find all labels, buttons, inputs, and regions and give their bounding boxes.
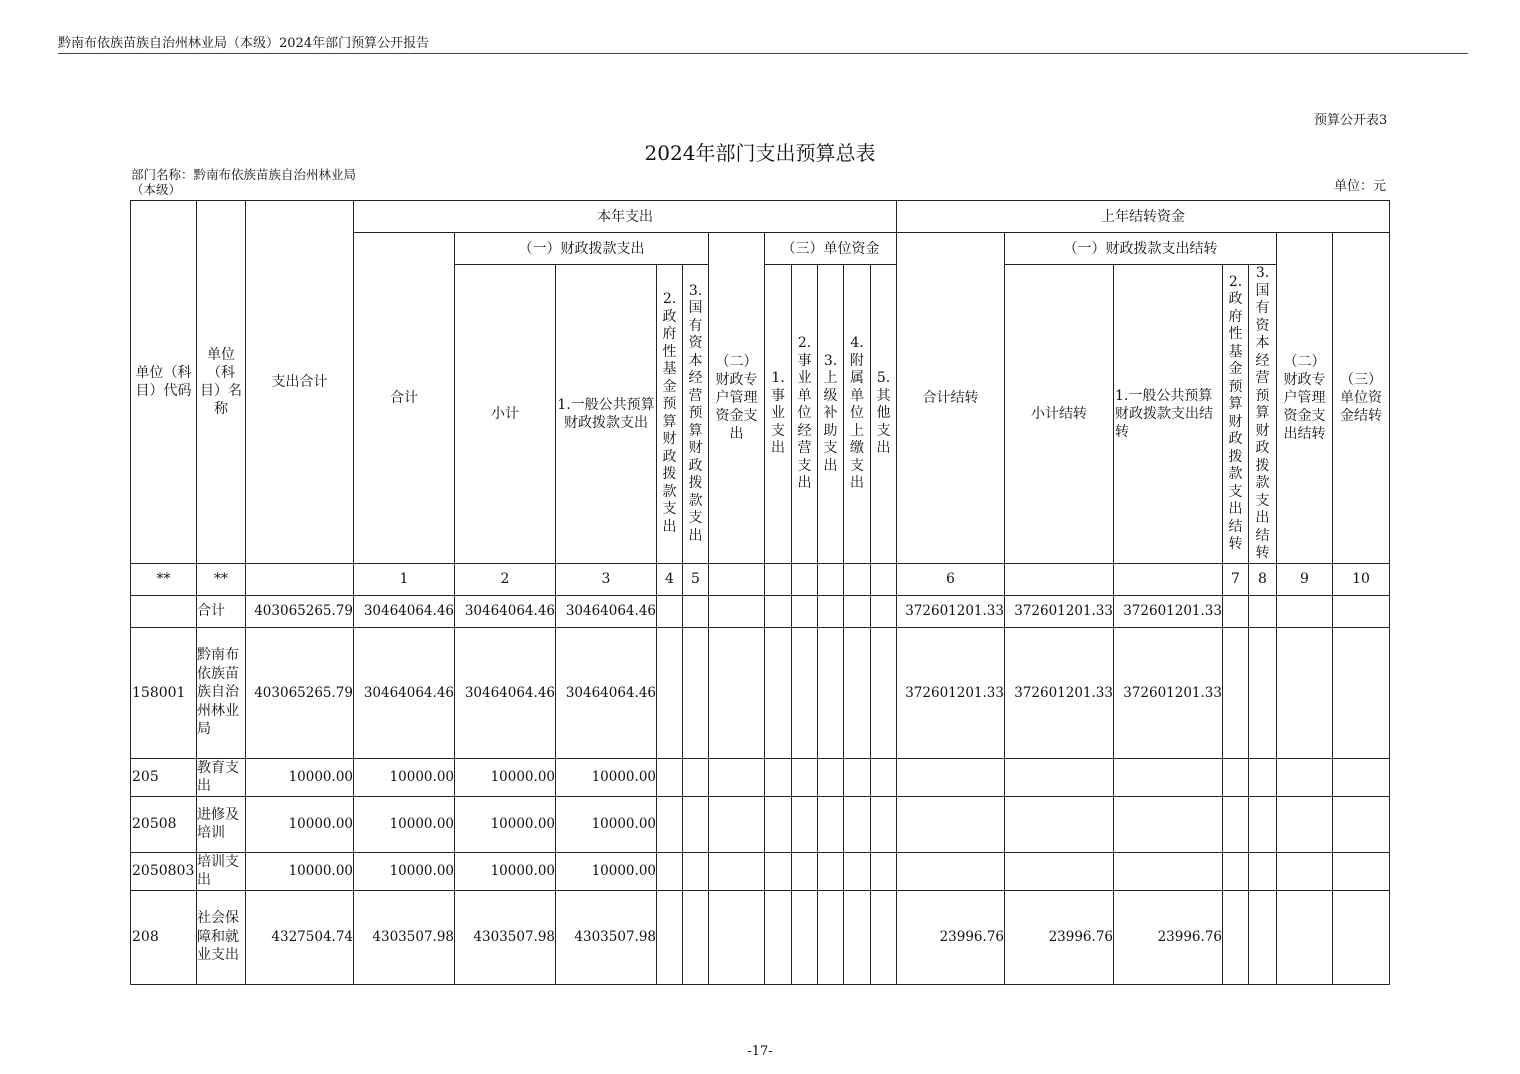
header-cy-biz: 1.事业支出 bbox=[765, 265, 792, 564]
index-cell: 6 bbox=[897, 563, 1005, 595]
index-cell bbox=[765, 563, 792, 595]
header-cy-unit-group: （三）单位资金 bbox=[765, 233, 897, 265]
row-name: 社会保障和就业支出 bbox=[197, 890, 246, 984]
row-cy-subtotal: 10000.00 bbox=[455, 758, 556, 796]
index-cell: 2 bbox=[455, 563, 556, 595]
index-cell bbox=[792, 563, 818, 595]
index-cell bbox=[246, 563, 354, 595]
header-py-state-capital: 3.国有资本经营预算财政拨款支出结转 bbox=[1249, 265, 1277, 564]
row-name: 黔南布依族苗族自治州林业局 bbox=[197, 627, 246, 758]
row-cy-total: 10000.00 bbox=[354, 758, 455, 796]
row-name: 培训支出 bbox=[197, 852, 246, 890]
row-total: 10000.00 bbox=[246, 852, 354, 890]
department-label: 部门名称：黔南布依族苗族自治州林业局（本级） bbox=[131, 167, 357, 197]
row-cy-subtotal: 10000.00 bbox=[455, 852, 556, 890]
header-cy-special: （二）财政专户管理资金支出 bbox=[709, 233, 765, 564]
index-cell bbox=[844, 563, 871, 595]
unit-label: 单位：元 bbox=[1334, 179, 1387, 194]
row-py-subtotal: 372601201.33 bbox=[1005, 595, 1114, 627]
row-total: 10000.00 bbox=[246, 758, 354, 796]
row-py-total bbox=[897, 852, 1005, 890]
index-cell bbox=[709, 563, 765, 595]
header-py-subtotal: 小计结转 bbox=[1005, 265, 1114, 564]
header-current-year: 本年支出 bbox=[354, 201, 897, 233]
index-cell: 4 bbox=[657, 563, 683, 595]
row-cy-total: 30464064.46 bbox=[354, 627, 455, 758]
row-py-general bbox=[1114, 758, 1223, 796]
header-py-fiscal-group: （一）财政拨款支出结转 bbox=[1005, 233, 1277, 265]
header-name: 单位（科目）名称 bbox=[197, 201, 246, 564]
index-cell: 3 bbox=[556, 563, 657, 595]
header-cy-state-capital: 3.国有资本经营预算财政拨款支出 bbox=[683, 265, 709, 564]
row-cy-general: 4303507.98 bbox=[556, 890, 657, 984]
header-py-special: （二）财政专户管理资金支出结转 bbox=[1277, 233, 1333, 564]
header-cy-affiliated: 4.附属单位上缴支出 bbox=[844, 265, 871, 564]
row-cy-subtotal: 4303507.98 bbox=[455, 890, 556, 984]
index-cell: 1 bbox=[354, 563, 455, 595]
header-cy-operating: 2.事业单位经营支出 bbox=[792, 265, 818, 564]
row-name: 教育支出 bbox=[197, 758, 246, 796]
row-cy-general: 30464064.46 bbox=[556, 627, 657, 758]
row-cy-total: 30464064.46 bbox=[354, 595, 455, 627]
index-row bbox=[131, 563, 1390, 595]
row-cy-subtotal: 30464064.46 bbox=[455, 627, 556, 758]
row-py-subtotal bbox=[1005, 796, 1114, 852]
row-py-subtotal bbox=[1005, 758, 1114, 796]
table-row bbox=[131, 796, 1390, 852]
table-row bbox=[131, 595, 1390, 627]
row-py-total: 372601201.33 bbox=[897, 627, 1005, 758]
header-py-unit: （三）单位资金结转 bbox=[1333, 233, 1390, 564]
row-cy-general: 30464064.46 bbox=[556, 595, 657, 627]
row-py-subtotal: 23996.76 bbox=[1005, 890, 1114, 984]
index-cell: ** bbox=[197, 563, 246, 595]
header-cy-total: 合计 bbox=[354, 233, 455, 564]
row-py-total bbox=[897, 796, 1005, 852]
row-py-general: 372601201.33 bbox=[1114, 627, 1223, 758]
table-row bbox=[131, 890, 1390, 984]
row-cy-total: 10000.00 bbox=[354, 796, 455, 852]
header-py-general: 1.一般公共预算财政拨款支出结转 bbox=[1114, 265, 1223, 564]
header-cy-subsidy: 3.上级补助支出 bbox=[818, 265, 844, 564]
header-cy-other: 5.其他支出 bbox=[871, 265, 897, 564]
row-name: 合计 bbox=[197, 595, 246, 627]
row-code: 2050803 bbox=[131, 852, 197, 890]
row-name: 进修及培训 bbox=[197, 796, 246, 852]
row-py-general bbox=[1114, 796, 1223, 852]
row-cy-general: 10000.00 bbox=[556, 852, 657, 890]
row-cy-subtotal: 10000.00 bbox=[455, 796, 556, 852]
table-row bbox=[131, 852, 1390, 890]
index-cell: 8 bbox=[1249, 563, 1277, 595]
index-cell: 10 bbox=[1333, 563, 1390, 595]
row-cy-total: 4303507.98 bbox=[354, 890, 455, 984]
page-header: 黔南布依族苗族自治州林业局（本级）2024年部门预算公开报告 bbox=[58, 36, 430, 51]
row-code: 205 bbox=[131, 758, 197, 796]
page-number: -17- bbox=[747, 1044, 773, 1059]
index-cell: ** bbox=[131, 563, 197, 595]
header-prior-year: 上年结转资金 bbox=[897, 201, 1390, 233]
row-py-total: 23996.76 bbox=[897, 890, 1005, 984]
row-cy-general: 10000.00 bbox=[556, 758, 657, 796]
row-code: 20508 bbox=[131, 796, 197, 852]
form-number: 预算公开表3 bbox=[1314, 113, 1388, 128]
row-code bbox=[131, 595, 197, 627]
header-divider bbox=[58, 53, 1468, 54]
row-py-total bbox=[897, 758, 1005, 796]
row-total: 403065265.79 bbox=[246, 627, 354, 758]
index-cell bbox=[871, 563, 897, 595]
table-title: 2024年部门支出预算总表 bbox=[644, 141, 876, 165]
index-cell: 7 bbox=[1223, 563, 1249, 595]
row-py-subtotal bbox=[1005, 852, 1114, 890]
row-py-general bbox=[1114, 852, 1223, 890]
row-cy-general: 10000.00 bbox=[556, 796, 657, 852]
row-cy-subtotal: 30464064.46 bbox=[455, 595, 556, 627]
row-py-subtotal: 372601201.33 bbox=[1005, 627, 1114, 758]
header-cy-fiscal-group: （一）财政拨款支出 bbox=[455, 233, 709, 265]
header-code: 单位（科目）代码 bbox=[131, 201, 197, 564]
header-cy-general: 1.一般公共预算财政拨款支出 bbox=[556, 265, 657, 564]
index-cell: 9 bbox=[1277, 563, 1333, 595]
row-py-total: 372601201.33 bbox=[897, 595, 1005, 627]
row-py-general: 372601201.33 bbox=[1114, 595, 1223, 627]
header-total: 支出合计 bbox=[246, 201, 354, 564]
row-total: 10000.00 bbox=[246, 796, 354, 852]
index-cell bbox=[1114, 563, 1223, 595]
row-code: 208 bbox=[131, 890, 197, 984]
budget-expenditure-table bbox=[130, 200, 1390, 985]
index-cell: 5 bbox=[683, 563, 709, 595]
header-py-total: 合计结转 bbox=[897, 233, 1005, 564]
header-cy-subtotal: 小计 bbox=[455, 265, 556, 564]
row-cy-total: 10000.00 bbox=[354, 852, 455, 890]
row-total: 4327504.74 bbox=[246, 890, 354, 984]
row-py-general: 23996.76 bbox=[1114, 890, 1223, 984]
index-cell bbox=[1005, 563, 1114, 595]
table-row bbox=[131, 627, 1390, 758]
header-py-gov-fund: 2.政府性基金预算财政拨款支出结转 bbox=[1223, 265, 1249, 564]
row-code: 158001 bbox=[131, 627, 197, 758]
table-row bbox=[131, 758, 1390, 796]
header-cy-gov-fund: 2.政府性基金预算财政拨款支出 bbox=[657, 265, 683, 564]
row-total: 403065265.79 bbox=[246, 595, 354, 627]
index-cell bbox=[818, 563, 844, 595]
